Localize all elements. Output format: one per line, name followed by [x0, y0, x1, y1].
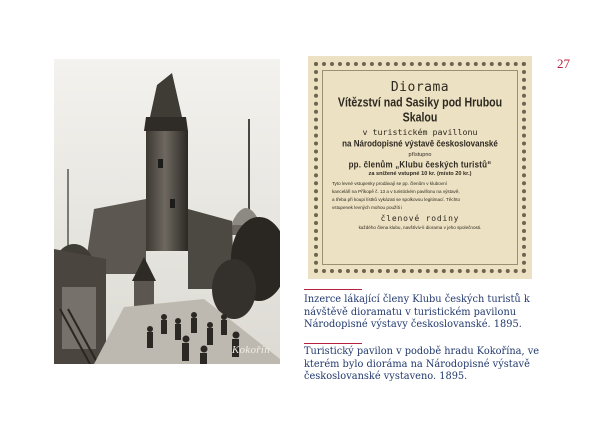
advert-line-1: v turistickém pavillonu: [362, 127, 478, 137]
photo-image: [54, 59, 280, 364]
advert-body-2: kanceláři na Příkopě č. 13 a v turistickém pavillonu na výstavě,: [332, 189, 460, 194]
page-number: 27: [557, 56, 570, 71]
advert-caption-text: Inzerce lákající členy Klubu českých turistů k návštěvě dioramatu v turistickém pavilonu Národopisné výstavy českoslovanské. 1895.: [304, 294, 530, 330]
advert-body-1: Tyto levné vstupenky prodávají se pp. členům v klubovní: [332, 181, 447, 186]
kokorin-pavilion-photo: [54, 59, 280, 364]
photo-caption-rule: [304, 343, 362, 344]
advert-caption-rule: [304, 289, 362, 290]
advert-caption: [304, 294, 556, 332]
advert-headline: Vítězství nad Sasiky pod Hrubou Skalou: [337, 95, 503, 125]
advert-line-3: přístupno: [408, 152, 432, 158]
advert-line-6: členové rodiny: [380, 214, 460, 223]
photo-caption: [304, 346, 566, 384]
advert-body-3: a třeba při koupi lístků vykázati se spolkovou legitimací. Těchto: [332, 197, 461, 202]
advert-line-2: na Národopisné výstavě českoslovanské: [342, 138, 498, 149]
advert-line-7: každého člena klubu, navštíviv-li diorama v jeho společnosti.: [358, 225, 482, 230]
advert-line-5: za snížené vstupné 10 kr. (místo 20 kr.): [368, 171, 472, 177]
advertisement: [308, 56, 532, 279]
advertisement-frame: [314, 62, 526, 273]
advert-title: Diorama: [390, 80, 450, 95]
advert-body-4: vstupenek levných mohou použíti i: [332, 205, 403, 210]
photo-signature: Kokořín: [231, 344, 270, 356]
advert-line-4: pp. členům „Klubu českých turistů“: [348, 159, 492, 170]
photo-caption-text: Turistický pavilon v podobě hradu Kokořína, ve kterém bylo dioráma na Národopisné výstavě českoslovanské vystaveno. 1895.: [304, 346, 540, 382]
